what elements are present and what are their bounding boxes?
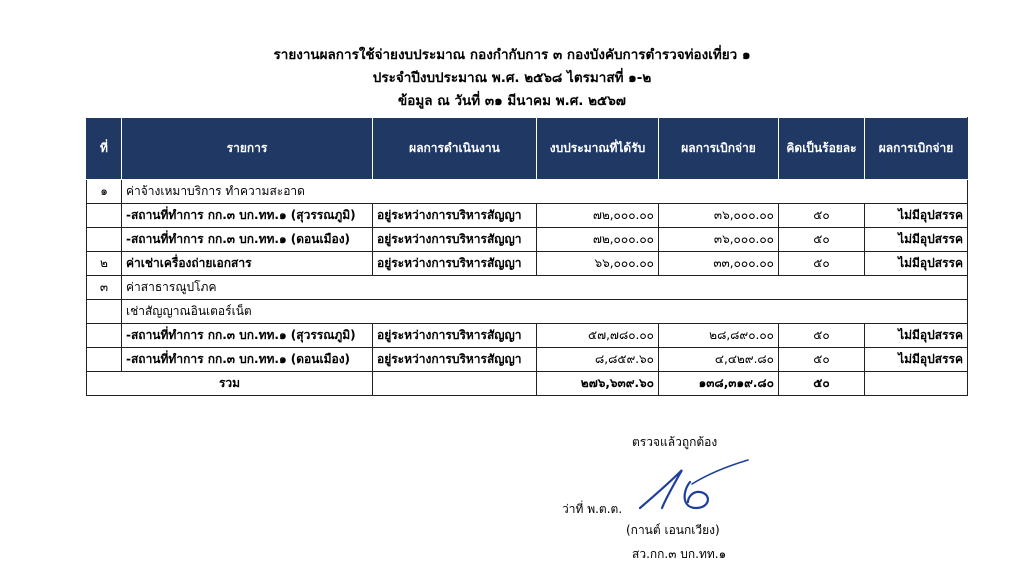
report-title-line-2: ประจำปีงบประมาณ พ.ศ. ๒๕๖๘ ไตรมาสที่ ๑-๒: [372, 70, 652, 86]
row-item: -สถานที่ทำการ กก.๓ บก.ทท.๑ (ดอนเมือง): [122, 228, 373, 252]
row-item: ค่าจ้างเหมาบริการ ทำความสะอาด: [122, 180, 968, 204]
row-item: -สถานที่ทำการ กก.๓ บก.ทท.๑ (สุวรรณภูมิ): [122, 204, 373, 228]
row-status: อยู่ระหว่างการบริหารสัญญา: [373, 204, 537, 228]
row-status: อยู่ระหว่างการบริหารสัญญา: [373, 228, 537, 252]
total-result-empty: [865, 372, 968, 396]
header-percent: คิดเป็นร้อยละ: [779, 118, 865, 180]
table-row: [87, 348, 968, 372]
row-spent: ๓๖,๐๐๐.๐๐: [659, 228, 779, 252]
table-row: [87, 228, 968, 252]
total-label: รวม: [87, 372, 373, 396]
table-row: [87, 204, 968, 228]
row-status: อยู่ระหว่างการบริหารสัญญา: [373, 324, 537, 348]
row-spent: ๒๘,๘๙๐.๐๐: [659, 324, 779, 348]
row-item: -สถานที่ทำการ กก.๓ บก.ทท.๑ (สุวรรณภูมิ): [122, 324, 373, 348]
row-budget: ๗๒,๐๐๐.๐๐: [537, 228, 659, 252]
row-percent: ๕๐: [779, 348, 865, 372]
header-spent: ผลการเบิกจ่าย: [659, 118, 779, 180]
row-no: ๓: [87, 276, 122, 300]
row-result: ไม่มีอุปสรรค: [865, 324, 968, 348]
row-item: ค่าสาธารณูปโภค: [122, 276, 968, 300]
row-no: [87, 324, 122, 348]
table-total-row: [87, 372, 968, 396]
row-spent: ๔,๔๒๙.๘๐: [659, 348, 779, 372]
table-row: [87, 276, 968, 300]
row-no: ๒: [87, 252, 122, 276]
row-result: ไม่มีอุปสรรค: [865, 252, 968, 276]
handwritten-signature: [636, 458, 751, 516]
total-status-empty: [373, 372, 537, 396]
report-title-line-3: ข้อมูล ณ วันที่ ๓๑ มีนาคม พ.ศ. ๒๕๖๗: [398, 93, 626, 109]
row-result: ไม่มีอุปสรรค: [865, 348, 968, 372]
table-row: [87, 180, 968, 204]
row-no: [87, 300, 122, 324]
certify-text: ตรวจแล้วถูกต้อง: [632, 435, 718, 449]
row-budget: ๘,๘๕๙.๖๐: [537, 348, 659, 372]
table-row: [87, 324, 968, 348]
header-item: รายการ: [122, 118, 373, 180]
header-budget: งบประมาณที่ได้รับ: [537, 118, 659, 180]
table-header-row: [87, 118, 968, 180]
row-no: [87, 228, 122, 252]
header-status: ผลการดำเนินงาน: [373, 118, 537, 180]
row-no: [87, 348, 122, 372]
total-percent: ๕๐: [779, 372, 865, 396]
row-item: ค่าเช่าเครื่องถ่ายเอกสาร: [122, 252, 373, 276]
row-percent: ๕๐: [779, 228, 865, 252]
row-item: เช่าสัญญาณอินเตอร์เน็ต: [122, 300, 968, 324]
row-spent: ๓๓,๐๐๐.๐๐: [659, 252, 779, 276]
row-percent: ๕๐: [779, 324, 865, 348]
row-spent: ๓๖,๐๐๐.๐๐: [659, 204, 779, 228]
signer-name: (กานต์ เอนกเวียง): [626, 523, 720, 537]
header-no: ที่: [87, 118, 122, 180]
row-percent: ๕๐: [779, 252, 865, 276]
row-result: ไม่มีอุปสรรค: [865, 204, 968, 228]
row-budget: ๕๗,๗๘๐.๐๐: [537, 324, 659, 348]
total-spent: ๑๓๘,๓๑๙.๘๐: [659, 372, 779, 396]
row-status: อยู่ระหว่างการบริหารสัญญา: [373, 348, 537, 372]
row-budget: ๖๖,๐๐๐.๐๐: [537, 252, 659, 276]
header-result: ผลการเบิกจ่าย: [865, 118, 968, 180]
total-budget: ๒๗๖,๖๓๙.๖๐: [537, 372, 659, 396]
row-budget: ๗๒,๐๐๐.๐๐: [537, 204, 659, 228]
row-no: ๑: [87, 180, 122, 204]
row-no: [87, 204, 122, 228]
row-status: อยู่ระหว่างการบริหารสัญญา: [373, 252, 537, 276]
row-item: -สถานที่ทำการ กก.๓ บก.ทท.๑ (ดอนเมือง): [122, 348, 373, 372]
budget-report-table: [86, 117, 968, 396]
table-row: [87, 300, 968, 324]
signer-position: สว.กก.๓ บก.ทท.๑: [632, 547, 727, 561]
report-title-line-1: รายงานผลการใช้จ่ายงบประมาณ กองกำกับการ ๓ กองบังคับการตำรวจท่องเที่ยว ๑: [273, 47, 751, 63]
table-row: [87, 252, 968, 276]
row-result: ไม่มีอุปสรรค: [865, 228, 968, 252]
signer-rank: ว่าที่ พ.ต.ต.: [562, 502, 623, 516]
row-percent: ๕๐: [779, 204, 865, 228]
report-title-block: [0, 44, 1024, 113]
